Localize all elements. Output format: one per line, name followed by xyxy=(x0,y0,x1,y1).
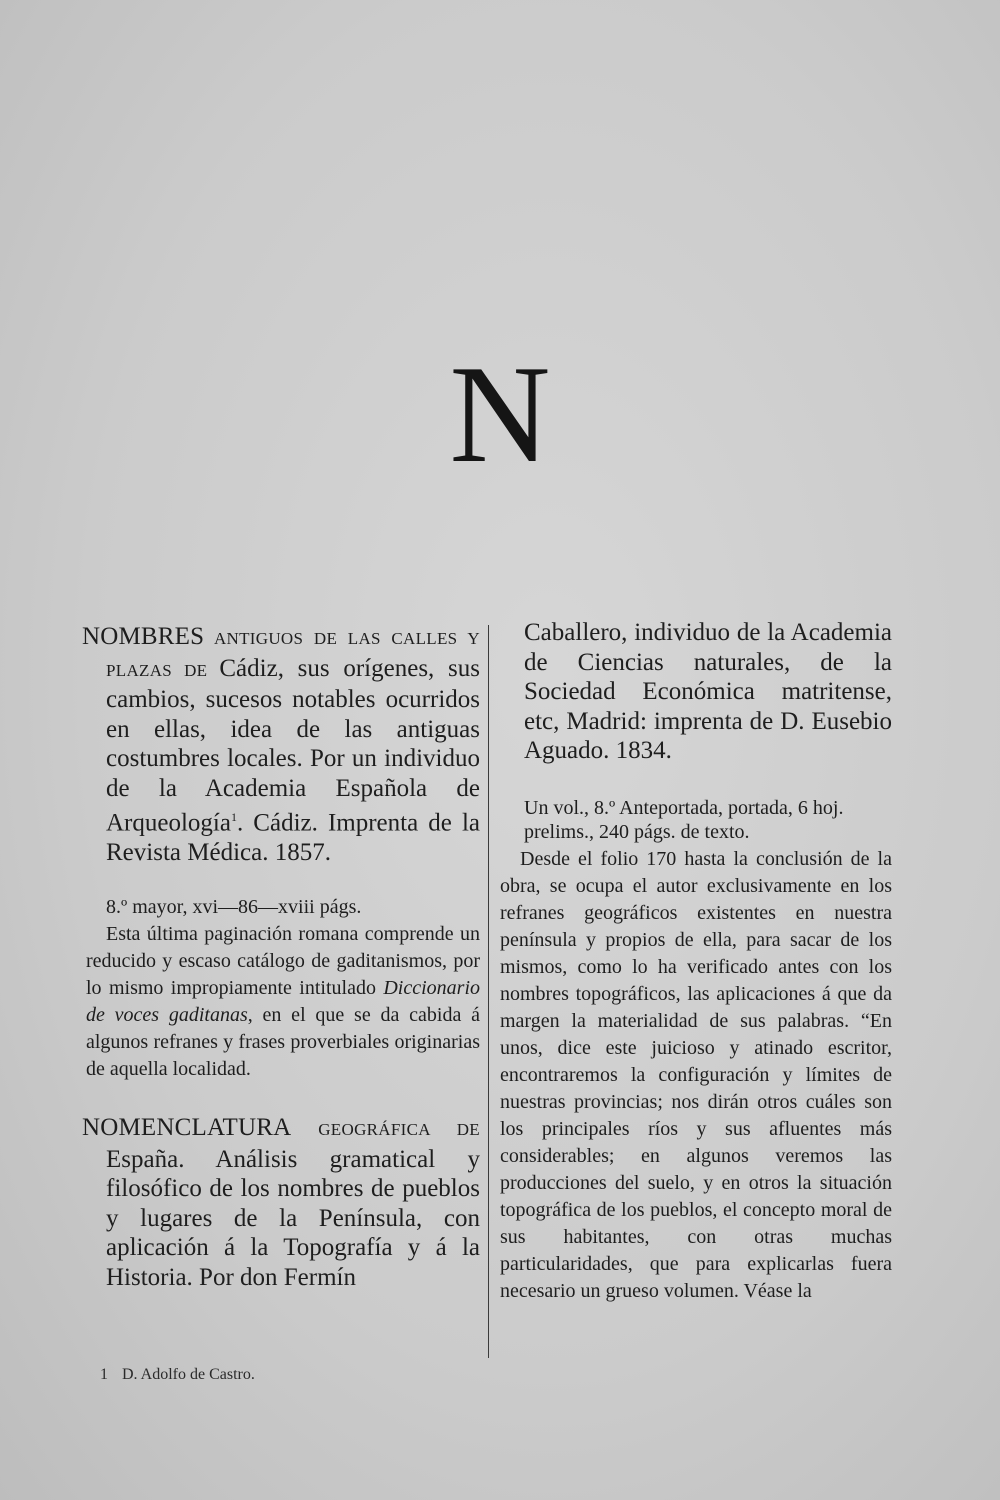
entry-body: Desde el folio 170 hasta la conclusión de la obra, se ocupa el autor exclusivamente en los refranes geográficos existentes en nuestra península y propios de ella, para sacar de los mismos, como lo ha verificado antes con los nombres topográficos, las aplicaciones á que da margen la materialidad de sus palabras. “En unos, dice este juicioso y atinado escritor, encontraremos la configuración y límites de nuestras provincias; nos dirán otros cuáles son los principales ríos y sus afluentes más considerables; en algunos veremos las producciones del suelo, y en otros la situación topográfica de los pueblos, el concepto moral de sus habitantes, con otras muchas particularidades, que para explicarlas fuera necesario un grueso volumen. Véase la xyxy=(500,847,892,1302)
entry-title-place: Cádiz xyxy=(219,654,278,682)
entry-body xyxy=(82,921,480,1083)
entry-body-text: Esta última paginación romana comprende un reducido y escaso catálogo de gaditanismos, por lo mismo impropiamente intitulado xyxy=(86,923,480,1000)
entry-title-smallcaps: ANTIGUOS DE LAS CALLES Y PLAZAS DE xyxy=(106,629,480,680)
entry-title-smallcaps: GEOGRÁFICA DE xyxy=(291,1120,480,1140)
entry-description: Un vol., 8.º Anteportada, portada, 6 hoj. prelims., 240 págs. de texto. xyxy=(524,796,844,843)
entry-title-continuation: Caballero, individuo de la Academia de Ciencias naturales, de la Sociedad Económica matritense, etc, Madrid: imprenta de D. Eusebio Aguado. 1834. xyxy=(524,619,892,764)
entry-title-text: , sus orígenes, sus cambios, sucesos notables ocurridos en ellas, idea de las antiguas costumbres locales. Por un individuo de la Academia Española de Arqueología xyxy=(106,654,480,837)
entry-title xyxy=(82,622,480,867)
entry-title-text-end: . Cádiz. Imprenta de la Revista Médica. 1857. xyxy=(106,809,480,866)
right-column xyxy=(500,618,892,1305)
footnote-text: D. Adolfo de Castro. xyxy=(122,1366,255,1383)
entry-body-text-end: , en el que se da cabida á algunos refranes y frases proverbiales originarias de aquella localidad. xyxy=(86,1004,480,1081)
column-divider xyxy=(488,625,489,1358)
footnote-reference: 1 xyxy=(230,810,237,824)
entry-headword: NOMENCLATURA xyxy=(82,1114,292,1142)
left-column xyxy=(82,622,480,1292)
entry-title xyxy=(82,1113,480,1292)
entry-nombres xyxy=(82,622,480,1083)
entry-nomenclatura xyxy=(82,1113,480,1292)
footnote xyxy=(100,1366,255,1384)
entry-title-text: . Análisis gramatical y filosófico de los nombres de pueblos y lugares de la Península, con aplicación á la Topografía y á la Historia. Por don Fermín xyxy=(106,1145,480,1291)
footnote-number: 1 xyxy=(100,1366,108,1383)
entry-headword: NOMBRES xyxy=(82,623,205,650)
entry-title-place: España xyxy=(106,1145,179,1173)
entry-body-italic: Diccionario de voces gaditanas xyxy=(86,977,480,1027)
section-letter: N xyxy=(449,337,551,492)
entry-description: 8.º mayor, xvi—86—xviii págs. xyxy=(106,896,362,919)
